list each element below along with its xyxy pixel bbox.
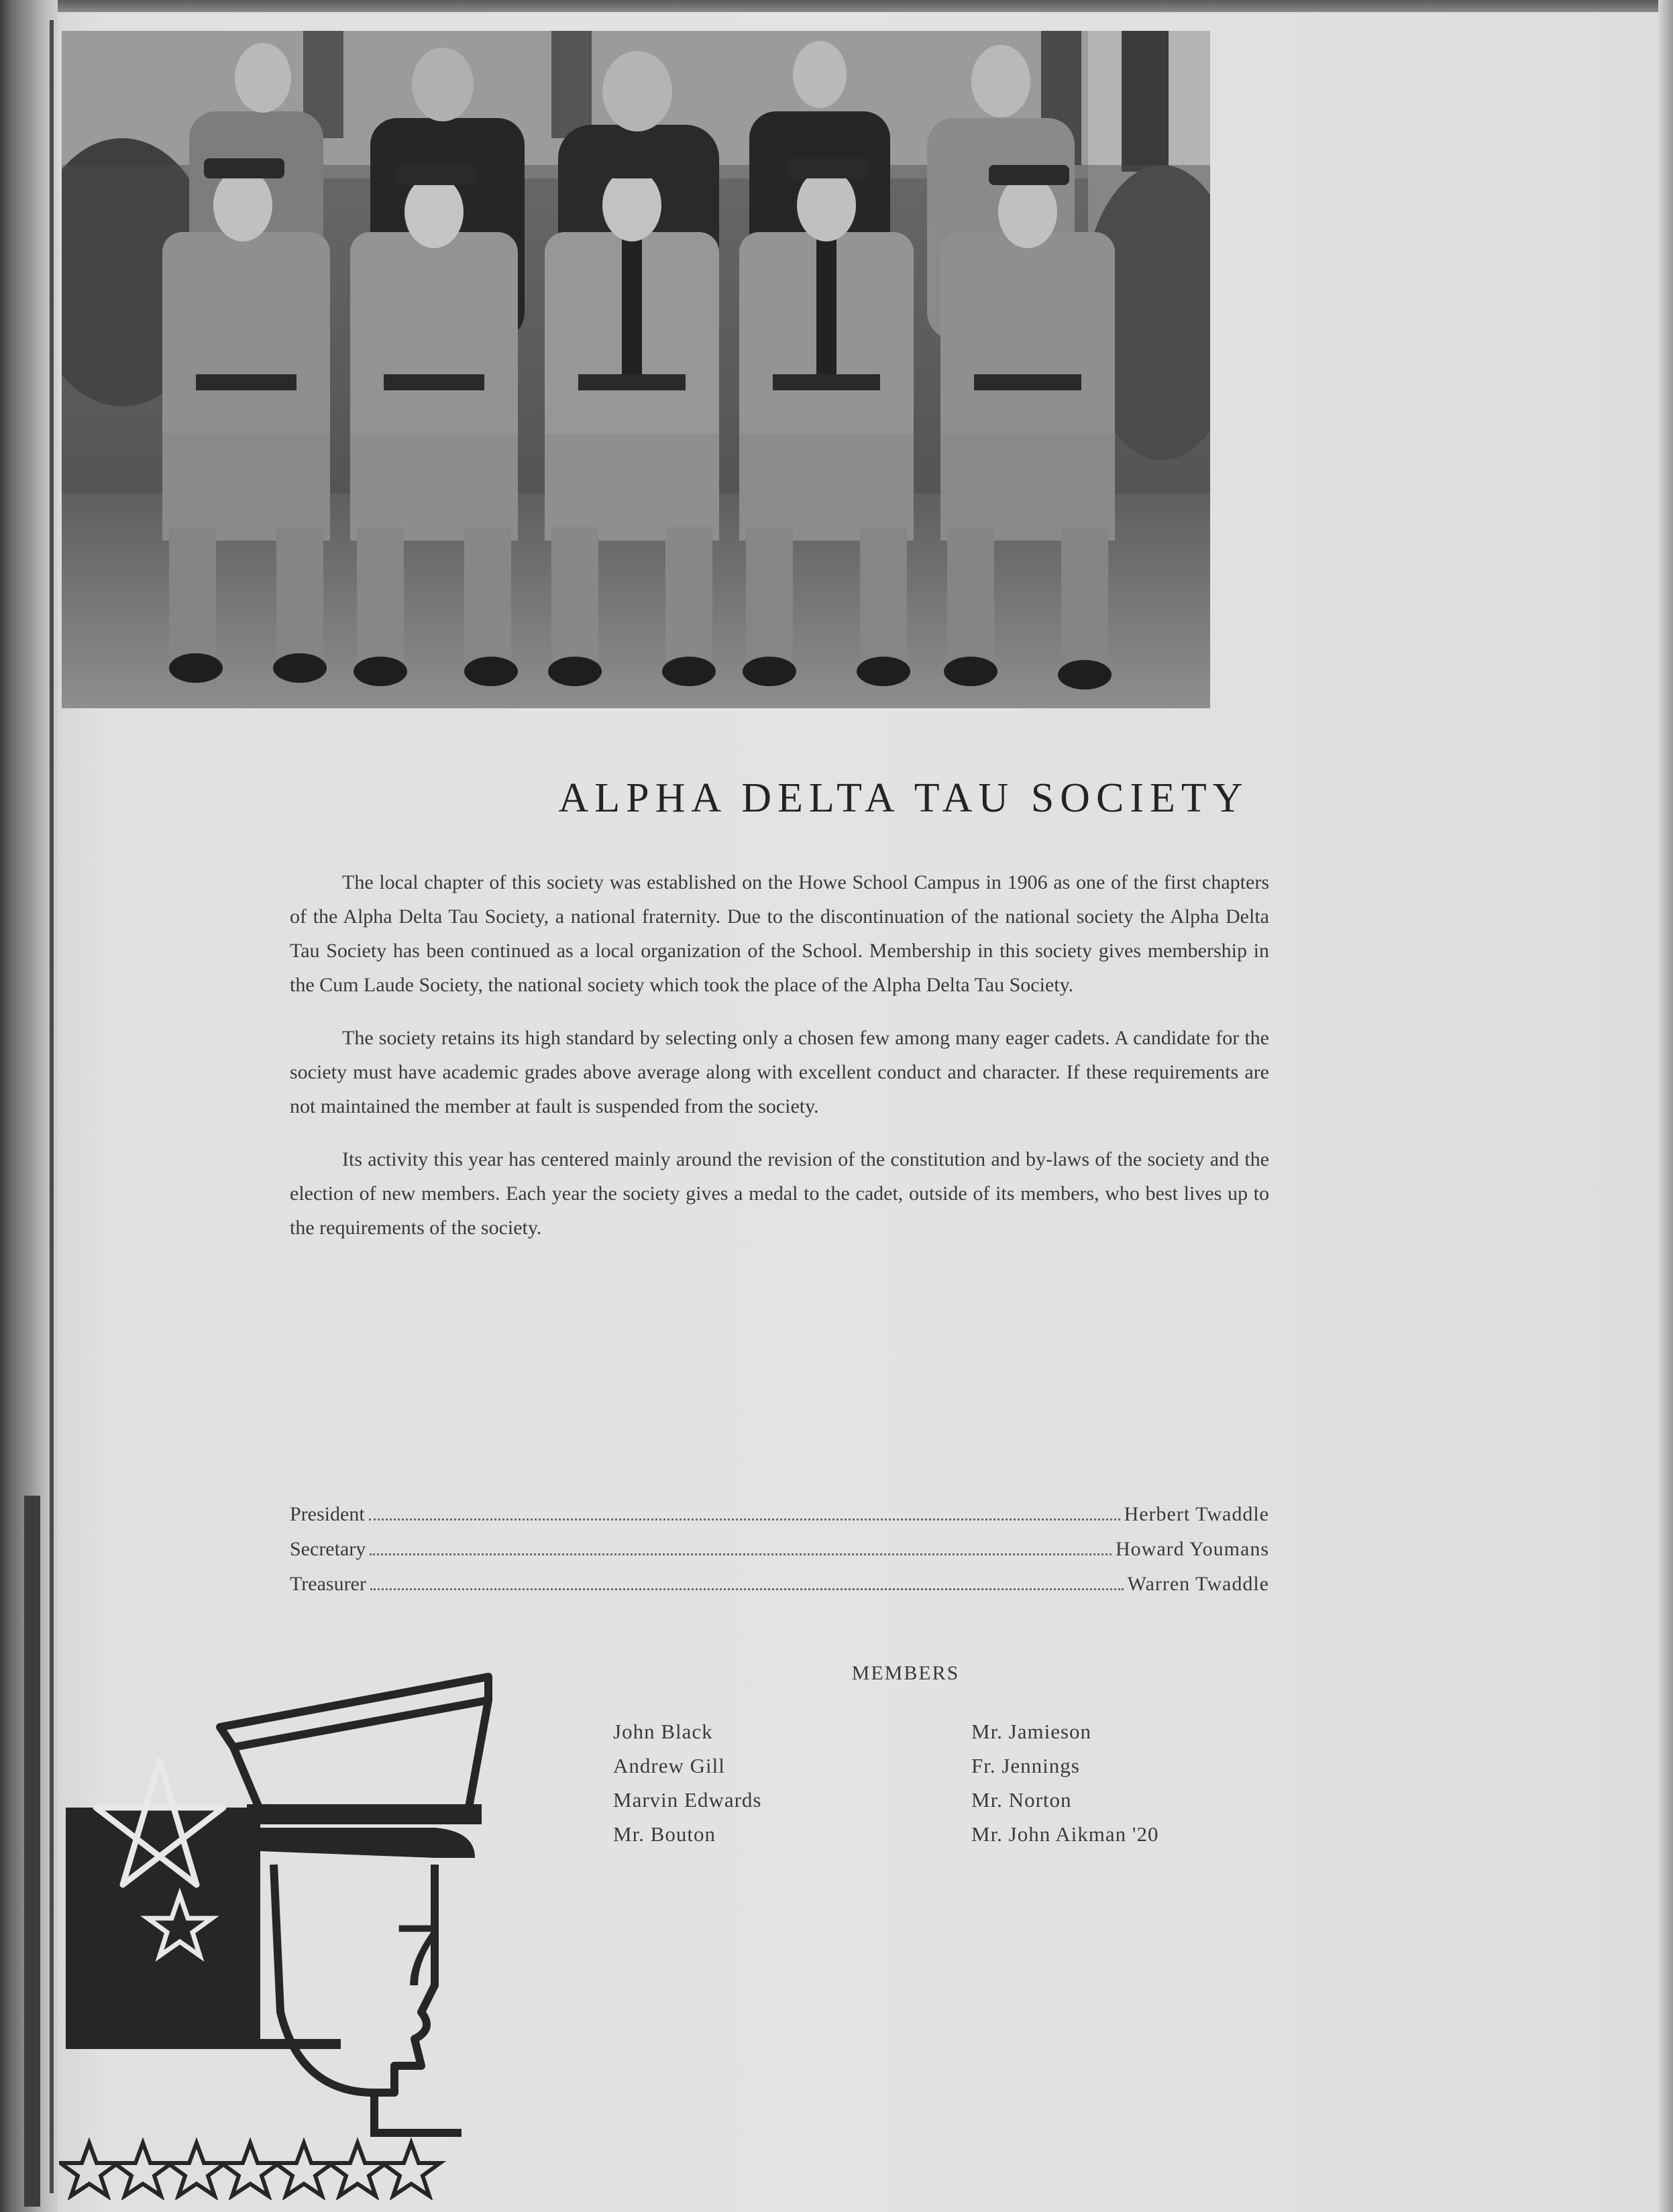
officer-name: Warren Twaddle [1127,1573,1269,1595]
officer-name: Howard Youmans [1115,1538,1269,1560]
member-name: Mr. Bouton [613,1822,716,1846]
rank-star-icon [329,2143,386,2196]
binding-dark-strip [24,1496,40,2207]
rank-star-icon [221,2143,279,2196]
member-name: Andrew Gill [613,1754,725,1777]
paragraph-standards: The society retains its high standard by selecting only a chosen few among many eager cadets. A candidate for the society must have academic grades above average along with excellent conduct and character. If these requirements are not maintained the member at fault is suspended from the society. [290,1027,1269,1117]
rank-stars [60,2143,440,2196]
cadet-emblem-drawing [59,1663,502,2200]
page-right-edge [1658,0,1673,2212]
cadet-emblem [59,1663,502,2200]
members-list-right [971,1714,1159,1851]
rank-star-icon [60,2143,118,2196]
member-name: Mr. Jamieson [971,1720,1092,1743]
leader-dots [370,1553,1112,1555]
officer-role: Treasurer [290,1573,366,1595]
officers-list [290,1497,1269,1602]
rank-star-icon [382,2143,440,2196]
officer-role: President [290,1503,365,1525]
officer-name: Herbert Twaddle [1124,1503,1269,1525]
cap-band [247,1804,482,1824]
rank-star-icon [168,2143,225,2196]
cap-top [220,1677,488,1747]
member-name: Marvin Edwards [613,1788,762,1812]
page-top-edge [0,0,1673,12]
officer-row-secretary [290,1532,1269,1567]
members-heading: MEMBERS [851,1662,960,1684]
paragraph-activity: Its activity this year has centered mainly around the revision of the constitution and by-laws of the society and the election of new members. Each year the society gives a medal to the cadet, outside of its members, who best lives up to the requirements of the society. [290,1148,1269,1239]
group-photo-image [62,31,1210,708]
officer-row-president [290,1497,1269,1532]
page-title: ALPHA DELTA TAU SOCIETY [558,775,1249,821]
member-name: Mr. Norton [971,1788,1072,1812]
officer-row-treasurer [290,1567,1269,1602]
leader-dots [369,1518,1120,1520]
member-name: Fr. Jennings [971,1754,1080,1777]
rank-star-icon [275,2143,333,2196]
group-photo [62,31,1210,708]
rank-star-icon [114,2143,172,2196]
member-name: John Black [613,1720,713,1743]
cap-visor [260,1828,475,1858]
officer-role: Secretary [290,1538,366,1560]
binding-edge-line [50,20,54,2193]
leader-dots [370,1588,1124,1590]
emblem-number: 7 [394,1906,443,2004]
neck-line [374,2093,462,2133]
member-name: Mr. John Aikman '20 [971,1822,1159,1846]
description [290,865,1269,1264]
members-list-left [613,1714,761,1851]
paragraph-history: The local chapter of this society was established on the Howe School Campus in 1906 as one of the first chapters of the Alpha Delta Tau Society, a national fraternity. Due to the discontinuation of the national society the Alpha Delta Tau Society has been continued as a local organization of the School. Membership in this society gives membership in the Cum Laude Society, the national society which took the place of the Alpha Delta Tau Society. [290,871,1269,996]
